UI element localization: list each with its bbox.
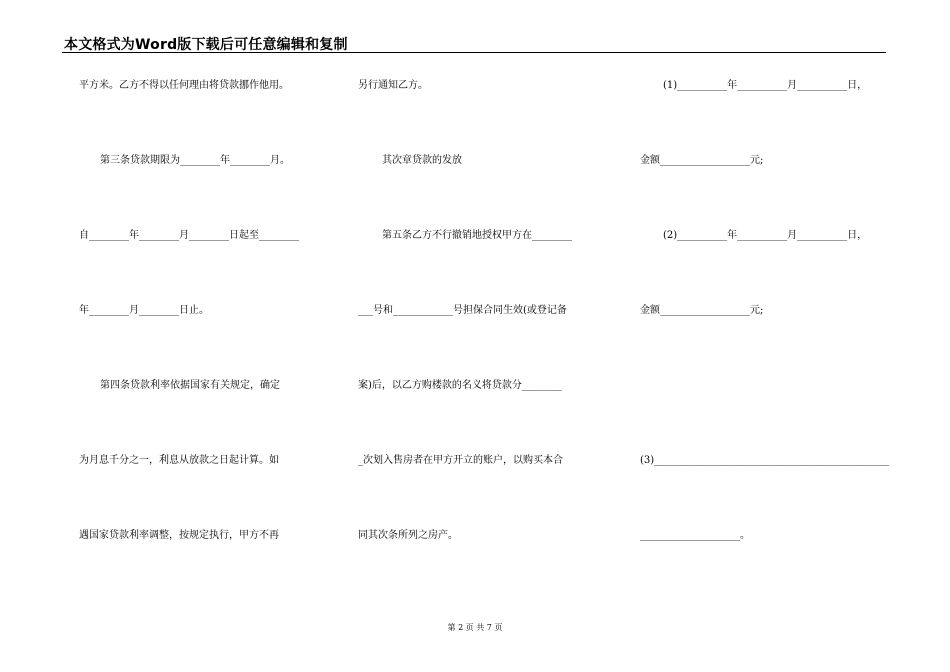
text-line: 遇国家贷款利率调整，按规定执行，甲方不再 [79,530,279,541]
text-line: 第三条贷款期限为________年________月。 [100,155,290,166]
document-header-title: 本文格式为Word版下载后可任意编辑和复制 [64,37,348,53]
text-line: 自________年________月________日起至________ [79,230,299,241]
text-line: 第四条贷款利率依据国家有关规定，确定 [100,380,280,391]
text-line: (1)__________年__________月__________日， [663,80,868,91]
header-rule [62,52,886,53]
text-line: _次划入售房者在甲方开立的账户，以购买本合 [358,455,563,466]
text-line: 第五条乙方不行撤销地授权甲方在________ [382,230,572,241]
text-line: ___号和____________号担保合同生效(或登记备 [358,305,567,316]
text-line: (2)__________年__________月__________日， [663,230,868,241]
text-line: 为月息千分之一，利息从放款之日起计算。如 [79,455,279,466]
text-line: 年________月________日止。 [79,305,209,316]
text-line: 金额__________________元; [640,155,764,166]
text-line: (3)_______________________________________________ [640,455,890,466]
text-line: 案)后，以乙方购楼款的名义将贷款分________ [358,380,562,391]
text-line: 平方米。乙方不得以任何理由将贷款挪作他用。 [79,80,289,91]
text-line: 其次章贷款的发放 [382,155,462,166]
page-number: 第 2 页 共 7 页 [447,623,503,632]
text-line: ____________________。 [640,530,750,541]
text-line: 金额__________________元; [640,305,764,316]
text-line: 另行通知乙方。 [358,80,428,91]
text-line: 同其次条所列之房产。 [358,530,458,541]
